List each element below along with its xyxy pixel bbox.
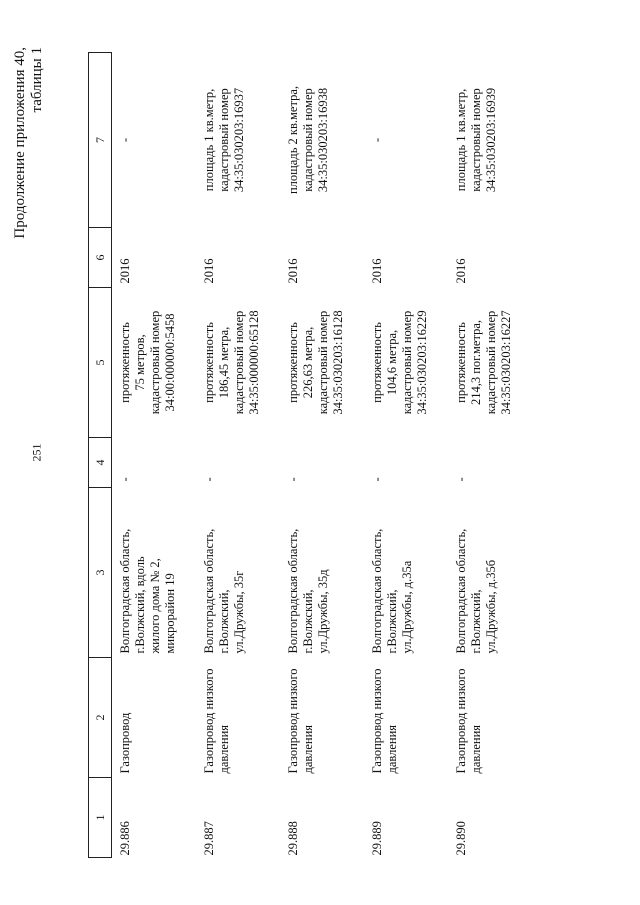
object-year: 2016 <box>118 258 132 284</box>
column-header: 1 <box>89 778 112 858</box>
column-header: 2 <box>89 658 112 778</box>
object-year: 2016 <box>454 258 468 284</box>
object-name: Газопровод низкого давления <box>370 668 399 774</box>
column-4-value: - <box>454 477 468 482</box>
object-note: площадь 1 кв.метр, кадастровый номер 34:35:030203:16939 <box>454 87 498 193</box>
object-year: 2016 <box>370 258 384 284</box>
row-number: 29.890 <box>454 821 468 856</box>
object-note: площадь 1 кв.метр, кадастровый номер 34:35:030203:16937 <box>202 87 246 193</box>
table-row <box>196 53 280 858</box>
column-header: 5 <box>89 288 112 438</box>
column-header: 7 <box>89 53 112 228</box>
object-characteristics: протяженность 186,45 метра, кадастровый номер 34:35:000000:65128 <box>202 310 261 415</box>
object-characteristics: протяженность 75 метров, кадастровый номер 34:00:000000:5458 <box>118 310 177 415</box>
column-header: 3 <box>89 488 112 658</box>
table-row <box>364 53 448 858</box>
object-address: Волгоградская область, г.Волжский, ул.Дружбы, д.35б <box>454 528 498 654</box>
object-name: Газопровод низкого давления <box>202 668 231 774</box>
object-address: Волгоградская область, г.Волжский, вдоль жилого дома № 2, микрорайон 19 <box>118 528 177 654</box>
caption-line-1: Продолжение приложения 40, <box>12 47 28 239</box>
registry-table <box>88 52 532 858</box>
object-name: Газопровод низкого давления <box>286 668 315 774</box>
table-row <box>112 53 197 858</box>
column-number-row <box>89 53 112 858</box>
column-4-value: - <box>118 477 132 482</box>
object-characteristics: протяженность 104,6 метра, кадастровый номер 34:35:030203:16229 <box>370 310 429 415</box>
object-address: Волгоградская область, г.Волжский, ул.Дружбы, 35г <box>202 528 246 654</box>
object-name: Газопровод <box>118 712 132 774</box>
object-year: 2016 <box>202 258 216 284</box>
table-caption <box>12 47 46 239</box>
object-note: - <box>370 137 384 143</box>
page-number: 251 <box>29 443 44 462</box>
table-row <box>280 53 364 858</box>
column-4-value: - <box>370 477 384 482</box>
object-characteristics: протяженность 214,3 пог.метра, кадастровый номер 34:35:030203:16227 <box>454 310 513 415</box>
object-note: площадь 2 кв.метра, кадастровый номер 34:35:030203:16938 <box>286 86 330 195</box>
table-row <box>448 53 532 858</box>
column-4-value: - <box>202 477 216 482</box>
row-number: 29.886 <box>118 821 132 856</box>
object-characteristics: протяженность 226,63 метра, кадастровый номер 34:35:030203:16128 <box>286 310 345 415</box>
column-header: 6 <box>89 228 112 288</box>
caption-line-2: таблицы 1 <box>29 47 45 113</box>
row-number: 29.889 <box>370 821 384 856</box>
column-4-value: - <box>286 477 300 482</box>
row-number: 29.888 <box>286 821 300 856</box>
object-name: Газопровод низкого давления <box>454 668 483 774</box>
object-address: Волгоградская область, г.Волжский, ул.Дружбы, д.35а <box>370 528 414 654</box>
row-number: 29.887 <box>202 821 216 856</box>
object-note: - <box>118 137 132 143</box>
object-year: 2016 <box>286 258 300 284</box>
column-header: 4 <box>89 438 112 488</box>
object-address: Волгоградская область, г.Волжский, ул.Дружбы, 35д <box>286 528 330 654</box>
